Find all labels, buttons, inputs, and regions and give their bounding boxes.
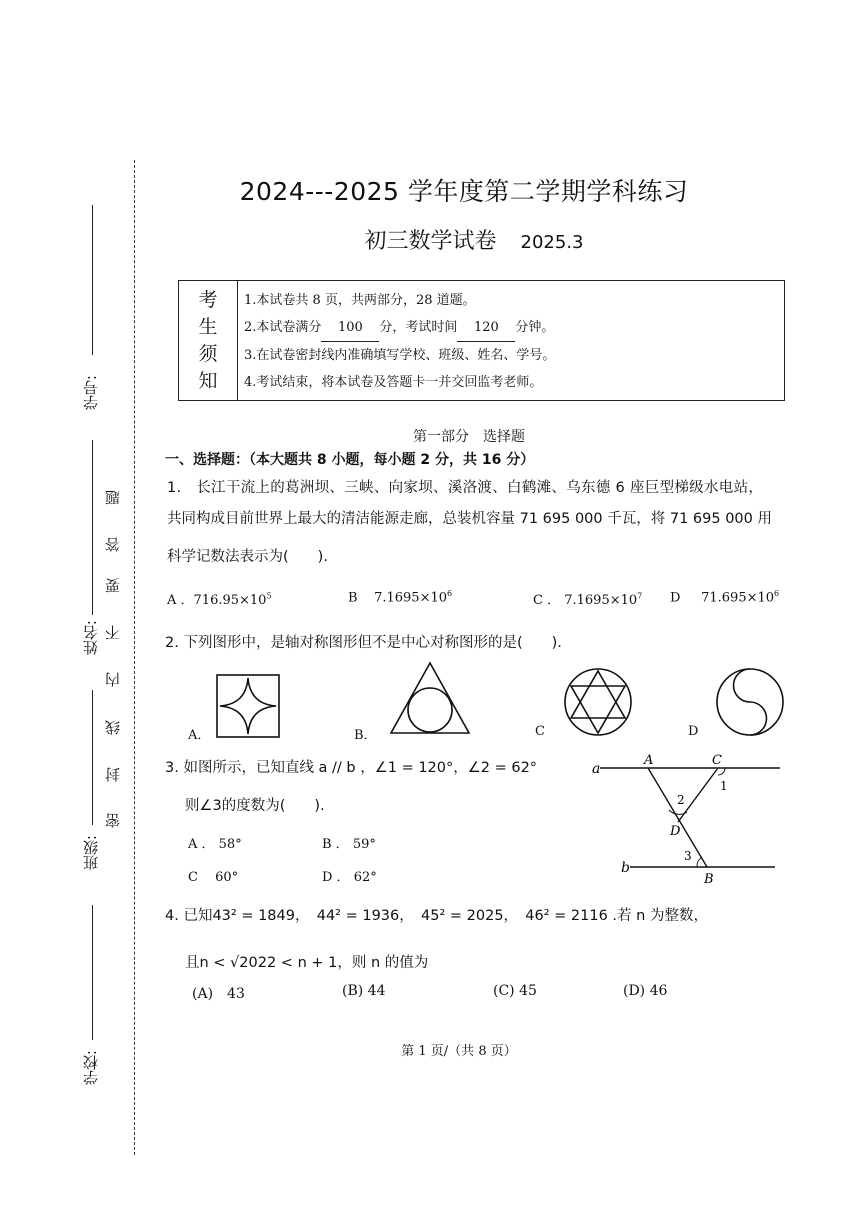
exam-date: 2025.3 [520,232,584,253]
school-line [92,905,93,1040]
notice-item-1: 1.本试卷共 8 页，共两部分，28 道题。 [244,293,476,308]
q1-line-3: 科学记数法表示为( ). [167,549,328,565]
q1-option-a[interactable]: A ．$716.95\times 10^5$ [167,591,272,608]
exam-subtitle [0,224,868,255]
q3-angle-3: 3 [684,849,692,863]
name-line [92,440,93,615]
page-number: 第 1 页/（共 8 页） [401,1044,517,1059]
q4-option-b[interactable]: (B) 44 [342,983,386,999]
q2-option-b[interactable]: B． [354,728,377,743]
q4-option-d[interactable]: (D) 46 [623,983,668,999]
subject-title: 初三数学试卷 [364,229,497,254]
notice-item-3: 3.在试卷密封线内准确填写学校、班级、姓名、学号。 [244,348,556,363]
student-id-label: 学号: [82,375,100,411]
notice-item-2: 2.本试卷满分 100 分，考试时间 120 分钟。 [244,314,555,342]
q3-ask: 则∠3的度数为( ). [185,798,325,814]
exam-title: 2024---2025 学年度第二学期学科练习 [239,177,689,206]
seal-char: 密 [104,813,122,828]
q3-option-d[interactable]: D ． 62° [322,870,377,885]
q3-label-C: C [712,753,722,768]
q2-figure-b [388,660,472,736]
q1-line-2: 共同构成目前世界上最大的清洁能源走廊，总装机容量 71 695 000 千瓦，将 71 695 000 用 [167,511,772,527]
q3-label-B: B [704,872,714,887]
seal-dashed-line [134,160,135,1155]
seal-char: 内 [104,672,122,687]
seal-char: 不 [104,625,122,640]
q1-option-c[interactable]: C ． $7.1695\times 10^7$ [533,591,643,608]
seal-char: 答 [104,537,122,552]
name-label: 姓名: [82,620,100,656]
q3-option-b[interactable]: B ． 59° [322,837,376,852]
seal-char: 线 [104,720,122,735]
exam-time-blank: 120 [457,314,515,342]
seal-char: 封 [104,767,122,782]
seal-char: 要 [104,578,122,593]
q1-option-b[interactable]: B $7.1695\times 10^6$ [348,589,453,606]
q4-condition: 且n < √2022 < n + 1，则 n 的值为 [185,955,429,971]
q2-option-d[interactable]: D [688,724,699,739]
seal-char: 题 [104,490,122,505]
q2-option-c[interactable]: C [535,724,545,739]
notice-item-4: 4.考试结束，将本试卷及答题卡一并交回监考老师。 [244,375,543,390]
part-heading: 第一部分 选择题 [413,429,525,445]
class-line [92,690,93,825]
q4-option-c[interactable]: (C) 45 [493,983,537,999]
q3-stem: 3. 如图所示，已知直线 a // b ，∠1 = 120°，∠2 = 62° [165,760,538,776]
q4-stem: 4. 已知43² = 1849， 44² = 1936， 45² = 2025， 46² = 2116 .若 n 为整数， [165,908,708,924]
q2-figure-d [714,666,786,738]
q3-angle-1: 1 [720,779,728,793]
full-score-blank: 100 [321,314,379,342]
notice-side-label: 考 生 须 知 [179,281,238,400]
q3-option-c[interactable]: C 60° [188,870,239,885]
q2-stem: 2. 下列图形中，是轴对称图形但不是中心对称图形的是( ). [165,635,562,651]
q3-parallel-lines-figure [585,748,785,888]
q2-figure-a [214,672,282,740]
q4-option-a[interactable]: (A) 43 [192,986,245,1002]
q3-label-A: A [644,753,654,768]
q3-label-a: a [592,761,601,777]
q3-option-a[interactable]: A ． 58° [188,837,242,852]
q2-figure-c [562,666,634,738]
school-label: 学校: [82,1050,100,1086]
q1-option-d[interactable]: D $71.695\times 10^6$ [670,589,780,606]
section-heading: 一、选择题：（本大题共 8 小题，每小题 2 分，共 16 分） [165,452,535,468]
q1-line-1: 1. 长江干流上的葛洲坝、三峡、向家坝、溪洛渡、白鹤滩、乌东德 6 座巨型梯级水电站， [167,480,764,496]
class-label: 班级: [82,835,100,871]
q3-angle-2: 2 [677,793,685,807]
q2-option-a[interactable]: A． [188,728,211,743]
q3-label-b: b [621,860,630,876]
exam-notice-box [178,280,785,401]
q3-label-D: D [670,824,681,839]
